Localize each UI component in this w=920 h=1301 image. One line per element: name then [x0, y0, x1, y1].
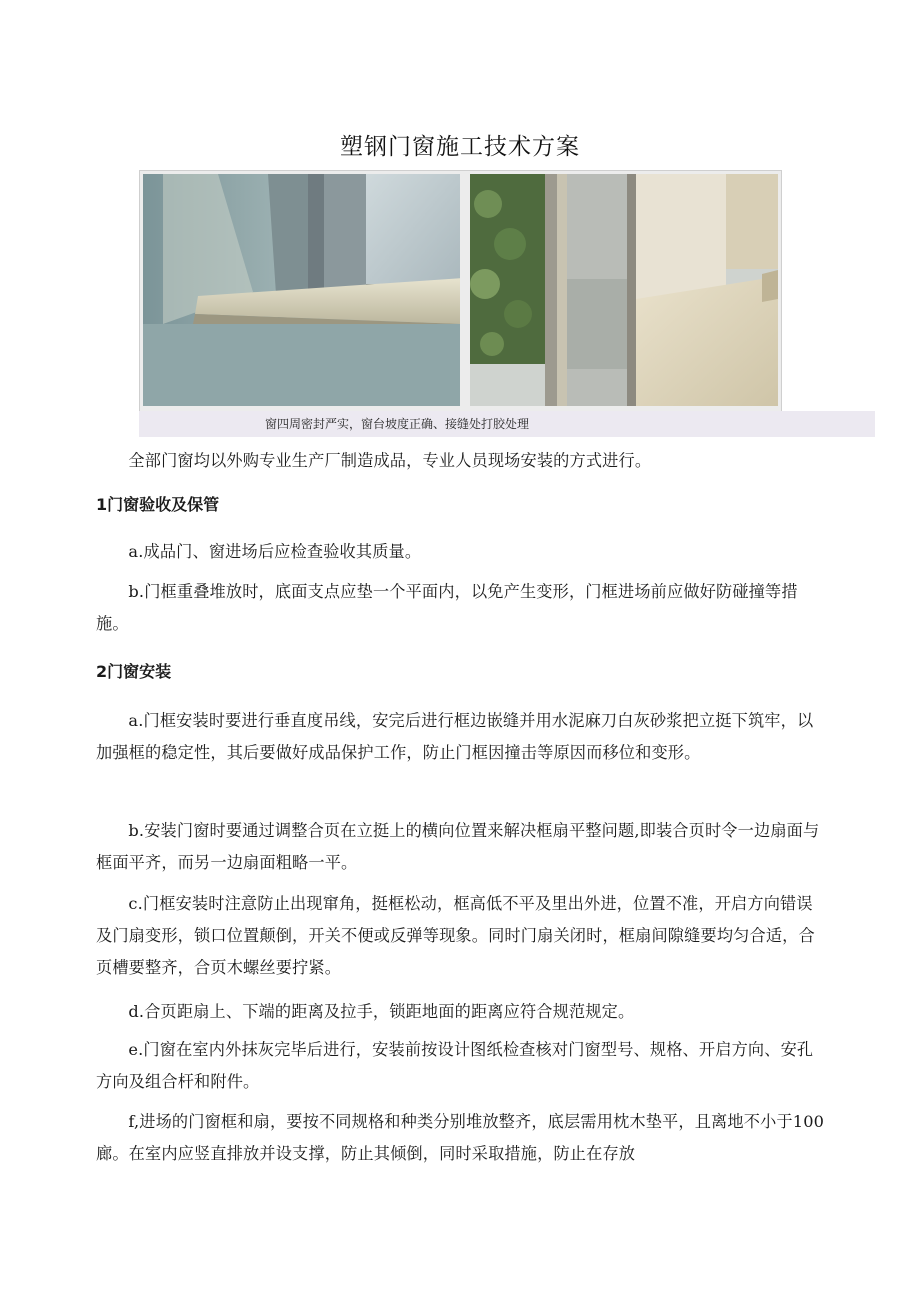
figure-caption: 窗四周密封严实，窗台坡度正确、接缝处打胶处理	[265, 417, 530, 431]
section-heading-acceptance: 1门窗验收及保管	[96, 495, 220, 514]
window-photo-strip	[139, 170, 782, 412]
window-sill-photo-left	[143, 174, 460, 406]
paragraph-acceptance-a: a.成品门、窗进场后应检查验收其质量。	[128, 542, 422, 561]
paragraph-acceptance-b: b.门框重叠堆放时，底面支点应垫一个平面内，以免产生变形，门框进场前应做好防碰撞等措施。	[96, 582, 798, 633]
paragraph-installation-e: e.门窗在室内外抹灰完毕后进行，安装前按设计图纸检查核对门窗型号、规格、开启方向、安孔方向及组合杆和附件。	[96, 1040, 814, 1091]
document-title: 塑钢门窗施工技术方案	[340, 134, 580, 160]
section-heading-installation: 2门窗安装	[96, 662, 172, 681]
paragraph-installation-c: c.门框安装时注意防止出现窜角，挺框松动，框高低不平及里出外进，位置不准，开启方向错误及门扇变形，锁口位置颠倒，开关不便或反弹等现象。同时门扇关闭时，框扇间隙缝要均匀合适，合页槽要整齐，合页木螺丝要拧紧。	[96, 894, 815, 977]
window-sill-photo-right	[470, 174, 778, 406]
paragraph-installation-d: d.合页距扇上、下端的距离及拉手，锁距地面的距离应符合规范规定。	[128, 1002, 635, 1021]
paragraph-installation-b: b.安装门窗时要通过调整合页在立挺上的横向位置来解决框扇平整问题,即装合页时令一边扇面与框面平齐，而另一边扇面粗略一平。	[96, 821, 820, 872]
intro-paragraph: 全部门窗均以外购专业生产厂制造成品，专业人员现场安装的方式进行。	[128, 451, 652, 470]
figure-caption-bar	[139, 411, 875, 437]
paragraph-installation-f: f,进场的门窗框和扇，要按不同规格和种类分别堆放整齐，底层需用枕木垫平，且离地不小于100廊。在室内应竖直排放并设支撑，防止其倾倒，同时采取措施，防止在存放	[96, 1112, 825, 1163]
paragraph-installation-a: a.门框安装时要进行垂直度吊线，安完后进行框边嵌缝并用水泥麻刀白灰砂浆把立挺下筑牢，以加强框的稳定性，其后要做好成品保护工作，防止门框因撞击等原因而移位和变形。	[96, 711, 814, 762]
